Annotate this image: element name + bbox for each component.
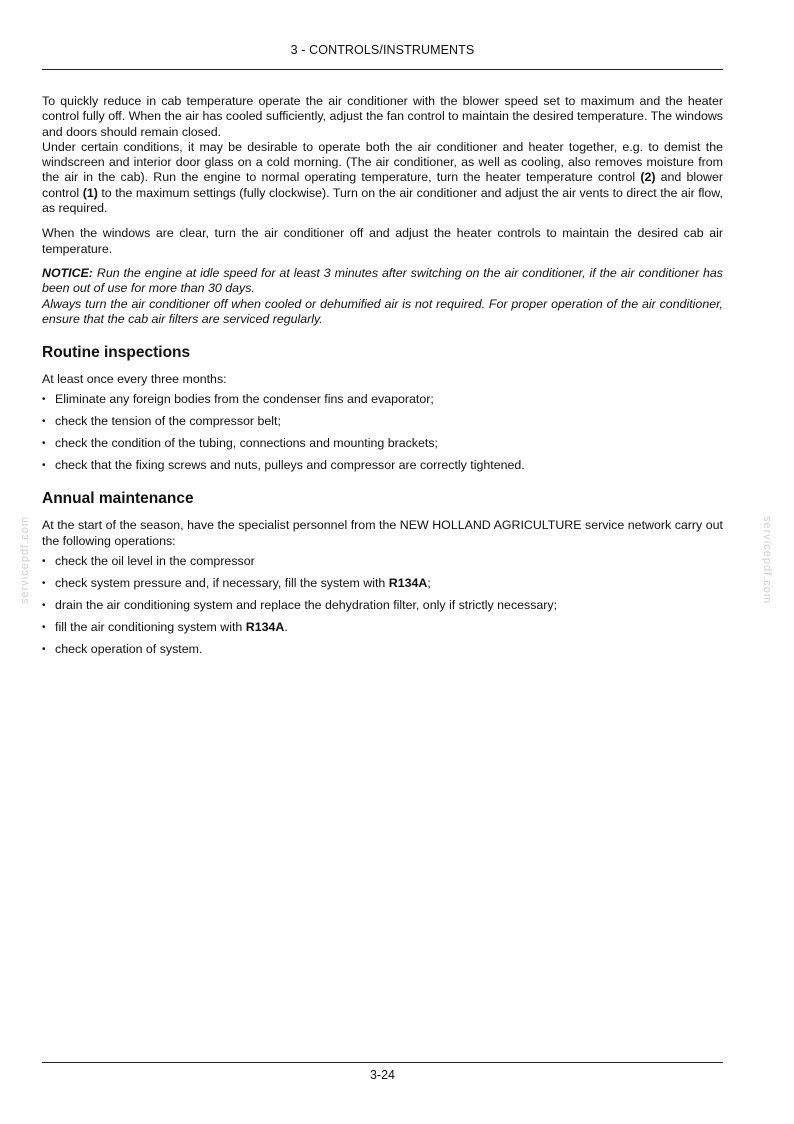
page-header-title: 3 - CONTROLS/INSTRUMENTS [290,43,475,57]
routine-list [42,392,723,473]
page-number: 3-24 [369,1068,396,1082]
watermark-right: servicepdf.com [761,516,773,604]
intro-paragraph-3: When the windows are clear, turn the air conditioner off and adjust the heater controls to maintain the desired cab air temperature. [42,226,723,256]
notice-paragraph: NOTICE: Run the engine at idle speed for at least 3 minutes after switching on the air conditioner, if the air conditioner has been out of use for more than 30 days. [42,265,723,296]
list-item: • check operation of system. [42,641,203,656]
annual-list [42,554,723,657]
annual-lead: At the start of the season, have the specialist personnel from the NEW HOLLAND AGRICULTURE service network carry out the following operations: [42,518,723,548]
footer-rule [42,1062,723,1063]
list-item: • check the tension of the compressor belt; [42,414,281,429]
list-item: • Eliminate any foreign bodies from the condenser fins and evaporator; [42,392,434,407]
routine-inspections-heading: Routine inspections [42,344,191,362]
notice-label: NOTICE: [42,265,93,280]
list-item: • check system pressure and, if necessary, fill the system with R134A; [42,575,431,590]
list-item: • check that the fixing screws and nuts, pulleys and compressor are correctly tightened. [42,458,525,473]
control-ref-2: (2) [640,170,656,185]
watermark-left: servicepdf.com [19,516,31,604]
intro-paragraph-1: To quickly reduce in cab temperature operate the air conditioner with the blower speed set to maximum and the heater control fully off. When the air has cooled sufficiently, adjust the fan control to maintain the desired temperature. The windows and doors should remain closed. [42,94,723,139]
control-ref-1: (1) [82,185,98,200]
routine-lead: At least once every three months: [42,372,227,387]
list-item: • check the condition of the tubing, connections and mounting brackets; [42,436,438,451]
notice-paragraph-2: Always turn the air conditioner off when cooled or dehumified air is not required. For proper operation of the air conditioner, ensure that the cab air filters are serviced regularly. [42,296,723,326]
annual-maintenance-heading: Annual maintenance [42,490,194,508]
list-item: • fill the air conditioning system with R134A. [42,619,288,634]
header-rule [42,69,723,70]
intro-paragraph-2: Under certain conditions, it may be desirable to operate both the air conditioner and heater together, e.g. to demist the windscreen and interior door glass on a cold morning. (The air conditioner, as well as cooling, also removes moisture from the air in the cab). Run the engine to normal operating temperature, turn the heater temperature control (2) and blower control (1) to the maximum settings (fully clockwise). Turn on the air conditioner and adjust the air vents to direct the air flow, as required. [42,139,724,216]
list-item: • drain the air conditioning system and replace the dehydration filter, only if strictly necessary; [42,597,558,612]
page-content [42,94,723,663]
list-item: • check the oil level in the compressor [42,554,255,569]
